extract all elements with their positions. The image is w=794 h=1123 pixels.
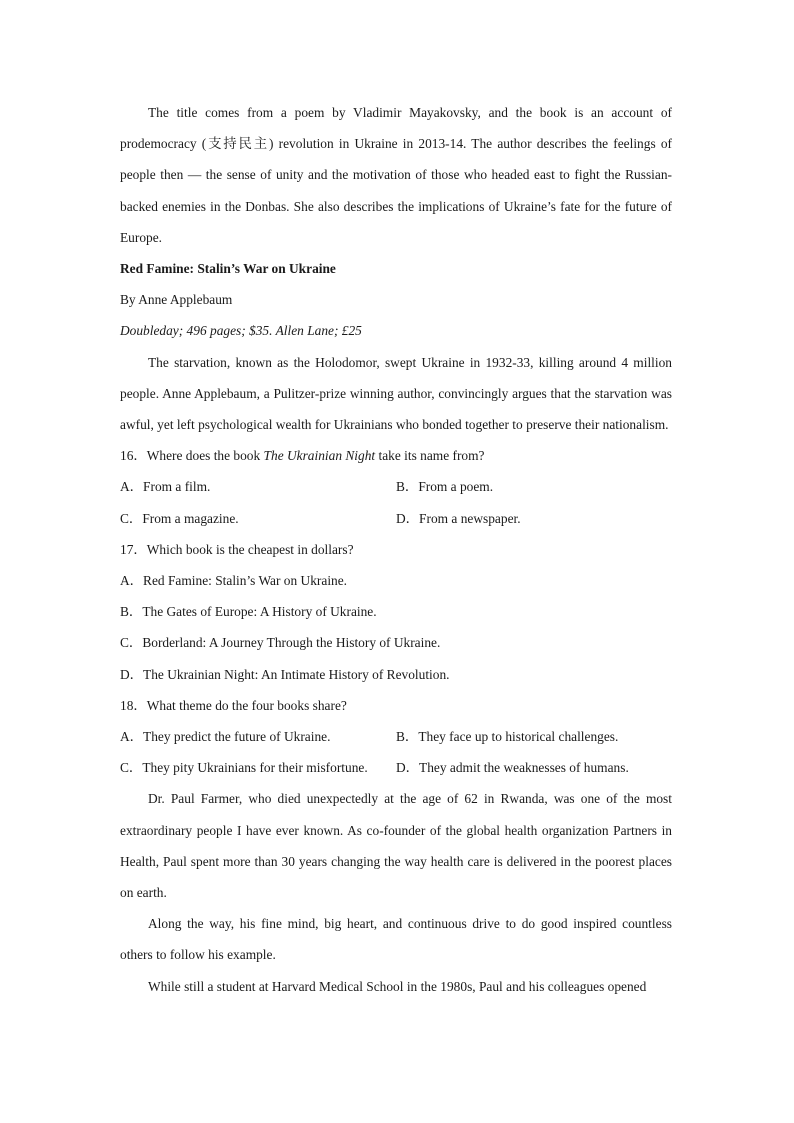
book-author: By Anne Applebaum [120,292,233,308]
question-18-options-row-2 [120,752,672,783]
question-16-option-a[interactable]: A．From a film. [120,479,211,495]
question-18-option-c[interactable]: C．They pity Ukrainians for their misfortune. [120,760,368,776]
intro-text-suffix: ) revolution in Ukraine in 2013-14. The author describes the feelings of people then — the sense of unity and the motivation of those who headed east to fight the Russian-backed enemies in the Donbas. She also describes the implications of Ukraine’s fate for the future of Europe. [120,136,672,245]
intro-chinese-gloss: 支持民主 [206,136,269,152]
question-17: 17．Which book is the cheapest in dollars? [120,541,354,557]
question-16-option-b[interactable]: B．From a poem. [396,479,494,495]
question-16-suffix: take its name from? [375,448,485,464]
passage-2-paragraph-1: Dr. Paul Farmer, who died unexpectedly at the age of 62 in Rwanda, was one of the most extraordinary people I have ever known. As co-founder of the global health organization Partners in Health, Paul spent more than 30 years changing the way health care is delivered in the poorest places on earth. [120,791,672,901]
question-16-options-row-1 [120,471,672,502]
question-18-options-row-1 [120,721,672,752]
question-18-option-a[interactable]: A．They predict the future of Ukraine. [120,729,331,745]
book-title: Red Famine: Stalin’s War on Ukraine [120,261,336,277]
question-17-option-c[interactable]: C．Borderland: A Journey Through the History of Ukraine. [120,635,441,651]
question-16-prefix: 16．Where does the book [120,448,264,464]
question-17-option-a[interactable]: A．Red Famine: Stalin’s War on Ukraine. [120,573,348,589]
question-16-option-c[interactable]: C．From a magazine. [120,510,239,526]
intro-paragraph [120,97,672,253]
passage-2-paragraph-3: While still a student at Harvard Medical School in the 1980s, Paul and his colleagues opened [148,978,647,994]
question-16-option-d[interactable]: D．From a newspaper. [396,510,521,526]
book-description: The starvation, known as the Holodomor, swept Ukraine in 1932-33, killing around 4 million people. Anne Applebaum, a Pulitzer-prize winning author, convincingly argues that the starvation was awful, yet left psychological wealth for Ukrainians who bonded together to preserve their nationalism. [120,354,672,433]
book-publisher: Doubleday; 496 pages; $35. Allen Lane; £25 [120,323,362,339]
question-16 [120,440,672,471]
question-18-option-b[interactable]: B．They face up to historical challenges. [396,729,619,745]
document-page [120,97,672,1002]
question-16-options-row-2 [120,503,672,534]
question-18-option-d[interactable]: D．They admit the weaknesses of humans. [396,760,629,776]
question-17-option-b[interactable]: B．The Gates of Europe: A History of Ukraine. [120,604,377,620]
passage-2-paragraph-2: Along the way, his fine mind, big heart, and continuous drive to do good inspired countless others to follow his example. [120,916,672,963]
question-17-option-d[interactable]: D．The Ukrainian Night: An Intimate History of Revolution. [120,666,450,682]
question-18: 18．What theme do the four books share? [120,697,347,713]
intro-text-prefix: The title comes from a poem by Vladimir Mayakovsky, and the book is an account of prodemocracy ( [120,105,672,152]
question-16-book-title: The Ukrainian Night [263,448,376,464]
